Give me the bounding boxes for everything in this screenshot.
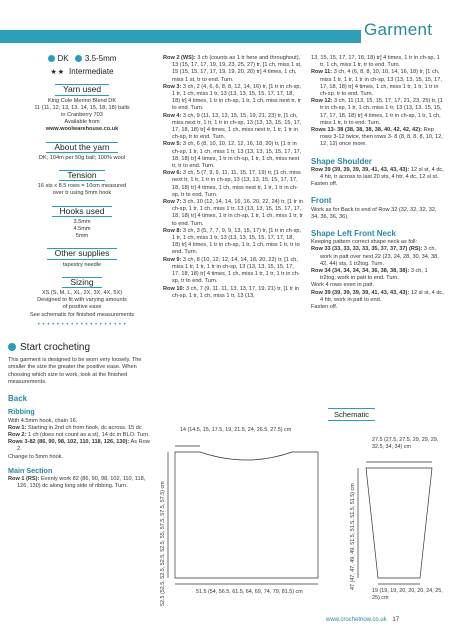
footer-url[interactable]: www.crochetnow.co.uk <box>326 617 387 623</box>
yarn-weight-icon <box>48 55 55 62</box>
fasten-off-text: Fasten off. <box>311 304 338 311</box>
pattern-row: Rows 13- 38 (38, 38, 38, 38, 40, 42, 42, 42): Rep rows 3-12 twice, then rows 3- 8 (8, 8, 8, 8, 10, 12, 12, 12) once more. <box>311 127 443 148</box>
pattern-row: Row 2 (WS): 3 ch (counts as 1 tr here and throughout), 13 (15, 17, 17, 19, 19, 23, 25, 27) tr, [1 ch, miss 1 st, 15 (15, 15, 17, 17, 19, 19, 20, 20) tr] 4 times, 1 ch, miss 1 st, tr to end. Turn. <box>163 55 302 83</box>
pattern-row: Row 5: 3 ch, 6 (8, 10, 10, 12, 12, 16, 18, 20) tr, [1 tr in ch-sp, 1 tr, 1 ch, miss 1 tr, 13 (13, 13, 15, 15, 17, 17, 18, 18) tr] 4 times, 1 tr in ch-sp, 1 tr, 1 ch, miss next tr, tr to end. Turn. <box>163 141 302 170</box>
about-yarn-text: DK; 104m per 50g ball; 100% wool <box>38 154 126 161</box>
sizing-text: XS (S, M, L, XL, 2X, 3X, 4X, 5X) Designed to fit with varying amounts of positive ease See schematic for finished measurements <box>29 290 135 318</box>
hooks-used-text: 3.5mm 4.5mm 5mm <box>73 218 91 240</box>
ribbing-intro: With 4.5mm hook, chain 16. <box>8 417 78 424</box>
sidebar-column <box>8 55 156 490</box>
intro-paragraph: This garment is designed to be worn very loosely. The smaller the size the greater the positive ease. When choosing which size to work, look at the finished measurements. <box>8 357 142 385</box>
pattern-row: Row 7: 3 ch, 10 (12, 14, 14, 16, 16, 20, 22, 24) tr, [1 tr in ch-sp, 1 tr, 1 ch, miss 1 tr, 13 (13, 13, 15, 15, 17, 17, 18, 18) tr] 4 times, 1 tr in ch-sp, 1 tr, 1 ch, miss 1 tr, tr to end. Turn. <box>163 199 303 227</box>
pattern-row: Row 1: Starting in 2nd ch from hook, dc across. 15 dc <box>8 424 142 431</box>
pattern-row: Row 3: 3 ch, 2 (4, 6, 6, 8, 8, 12, 14, 16) tr, [1 tr in ch-sp, 1 tr, 1 ch, miss 1 tr, 13 (13, 13, 15, 15, 17, 17, 18, 18) tr] 4 times, 1 tr in ch-sp, 1 tr, 1 ch, miss next tr, tr to end. Turn. <box>163 83 302 112</box>
change-hook-text: Change to 5mm hook. <box>8 453 64 460</box>
bottom-width-label: 51.5 (54, 56.5, 61.5, 64, 69, 74, 79, 81.5) cm <box>196 589 303 595</box>
pattern-row: Rows 3-82 (86, 90, 98, 102, 110, 118, 126, 130): As Row 2. <box>8 439 150 453</box>
pattern-row: Row 12: 3 ch, 11 (13, 15, 15, 17, 17, 21, 23, 25) tr, [1 tr in ch-sp, 1 tr, 1 ch, miss 1 tr, 13 (13, 13, 15, 15, 17, 17, 18, 18) tr] 4 times, 1 tr in ch-sp, 1 tr, 1 ch, miss 1 tr, tr to end. Turn. <box>311 98 443 126</box>
tension-text: 16 sts x 8.5 rows = 10cm measured over tr using 5mm hook <box>37 183 127 197</box>
start-crocheting-heading: Start crocheting <box>8 343 156 351</box>
page-footer <box>326 617 399 623</box>
body-panel-outline <box>175 452 318 578</box>
pattern-row: Row 34 (34, 34, 34, 34, 36, 38, 38, 38): 3 ch, 1 tr2tog, work in patt to end. Turn. <box>311 268 428 282</box>
neck-intro: Keeping pattern correct shape neck as foll: <box>311 239 418 246</box>
pattern-row: Row 10: 3 ch, 7 (9, 11, 11, 13, 13, 17, 19, 21) tr, [1 tr in ch-sp, 1 tr, 1 ch, miss 1 tr, 13 (13, <box>163 285 299 299</box>
sleeve-top-label: 27.5 (27.5, 27.5, 29, 29, 29, 32.5, 34, 34) cm <box>372 437 439 450</box>
other-supplies-heading: Other supplies <box>8 248 156 259</box>
page-number: 17 <box>392 617 400 623</box>
instructions-column-2 <box>163 55 303 300</box>
pattern-row: Row 33 (33, 33, 33, 33, 35, 37, 37, 37) (RS): 3 ch, work in patt over next 22 (23, 24, 28, 30, 34, 38, 42, 44) sts, 1 tr2tog. Turn. <box>311 246 439 267</box>
yarn-used-text: King Cole Merino Blend DK 11 (11, 12, 13, 13, 14, 15, 18, 18) balls in Cranberry 703 Available from www.woolwarehouse.co.uk <box>8 98 156 134</box>
star-icon: ★★ <box>50 69 66 77</box>
bullet-icon <box>8 343 16 351</box>
pattern-row: Row 4: 3 ch, 9 (11, 13, 13, 15, 15, 19, 21, 23) tr, [1 ch, miss next tr, 1 tr, 1 tr in ch-sp, 13 (13, 13, 15, 15, 17, 17, 18, 18) tr] 4 times, 1 ch, miss next tr, 1 tr, 1 tr in ch-sp, tr to end. Turn. <box>163 112 302 141</box>
sleeve-outline <box>366 468 432 578</box>
pattern-row: Row 11: 3 ch, 4 (6, 8, 8, 10, 10, 14, 16, 18) tr, [1 ch, miss 1 tr, 1 tr, 1 tr in ch-sp, 13 (13, 13, 15, 15, 17, 17, 18, 18) tr] 4 times, 1 ch, miss 1 tr, 1 tr, 1 tr in ch-sp, tr to end. Turn. <box>311 69 442 98</box>
hook-size-icon <box>75 55 82 62</box>
sleeve-length-label: 47 (47, 47, 49, 49, 51.5, 51.5, 51.5, 51.5) cm <box>350 483 356 590</box>
skill-rating: DK 3.5-5mm <box>8 55 156 62</box>
shape-shoulder-heading: Shape Shoulder <box>311 156 372 166</box>
hooks-used-heading: Hooks used <box>8 206 156 217</box>
pattern-row: Row 8: 3 ch, 3 (5, 7, 7, 9, 9, 13, 15, 17) tr, [1 tr in ch-sp, 1 tr, 1 ch, miss 1 tr, 13 (13, 13, 15, 15, 17, 17, 18, 18) tr] 4 times, 1 tr in ch-sp, 1 tr, 1 ch, miss 1 tr, tr to end. Turn. <box>163 227 302 256</box>
difficulty-level: ★★ Intermediate <box>50 67 114 77</box>
pattern-row: 13, 15, 15, 17, 17, 18, 18) tr] 4 times, 1 tr in ch-sp, 1 tr, 1 ch, miss 1 tr, tr to end. Turn. <box>311 55 440 69</box>
divider-dots: • • • • • • • • • • • • • • • • • • • <box>37 321 127 328</box>
sizing-heading: Sizing <box>8 277 156 288</box>
front-text: Work as for Back to end of Row 32 (32, 32, 32, 32, 34, 36, 36, 36). <box>311 206 437 220</box>
pattern-row: Row 2: 1 ch (does not count as a st), 14 dc in BLO. Turn. <box>8 431 150 438</box>
pattern-row: Row 9: 3 ch, 8 (10, 12, 12, 14, 14, 18, 20, 22) tr, [1 ch, miss 1 tr, 1 tr, 1 tr in ch-sp, 13 (13, 13, 15, 15, 17, 17, 18, 18) tr] 4 times, 1 ch, miss 1 tr, 1 tr, 1 tr in ch-sp, tr to end. Turn. <box>163 256 300 285</box>
other-supplies-text: tapestry needle <box>62 261 102 268</box>
pattern-row: Row 39 (39, 39, 39, 39, 41, 43, 43, 43): 12 sl st, 4 dc, 4 htr, tr across to last 20 sts, 4 htr, 4 dc, 12 sl st. <box>311 166 444 181</box>
fasten-off-text: Fasten off. <box>311 181 338 188</box>
pattern-row: Row 6: 3 ch, 5 (7, 9, 9, 11, 11, 15, 17, 19) tr, [1 ch, miss next tr, 1 tr, 1 tr in ch-sp, 13 (13, 13, 15, 15, 17, 17, 18, 18) tr] 4 times, 1 ch, miss next tr, 1 tr, 1 tr in ch-sp, tr to end. Turn. <box>163 170 301 198</box>
shape-neck-heading: Shape Left Front Neck <box>311 229 396 239</box>
tension-heading: Tension <box>8 170 156 181</box>
schematic-heading: Schematic <box>328 408 375 421</box>
body-height-label: 52.5 (52.5, 52.5, 52.5, 52.5, 55, 57.5, 57.5, 57.5) cm <box>160 481 166 606</box>
yarn-used-heading: Yarn used <box>8 84 156 95</box>
main-section-heading: Main Section <box>8 465 53 475</box>
front-heading: Front <box>311 196 332 206</box>
top-width-label: 14 (14.5, 15, 17.5, 19, 21.5, 24, 26.5, 27.5) cm <box>180 427 292 433</box>
neck-mid-text: Work 4 rows even in patt. <box>311 282 375 289</box>
sleeve-bottom-label: 19 (19, 19, 20, 20, 20, 24, 25, 25) cm <box>372 588 443 601</box>
page-title: Garment <box>364 20 433 39</box>
instructions-column-3 <box>311 55 445 311</box>
pattern-row: Row 39 (39, 39, 39, 39, 41, 43, 43, 43): 12 sl st, 4 dc, 4 htr, work in patt to end. <box>311 289 444 303</box>
ribbing-heading: Ribbing <box>8 407 35 417</box>
pattern-row: Row 1 (RS): Evenly work 82 (86, 90, 98, 102, 110, 118, 126, 130) dc along long side of ribbing. Turn. <box>8 475 146 490</box>
back-heading: Back <box>8 394 28 404</box>
about-yarn-heading: About the yarn <box>8 142 156 153</box>
yarn-url-link[interactable]: www.woolwarehouse.co.uk <box>45 126 119 133</box>
